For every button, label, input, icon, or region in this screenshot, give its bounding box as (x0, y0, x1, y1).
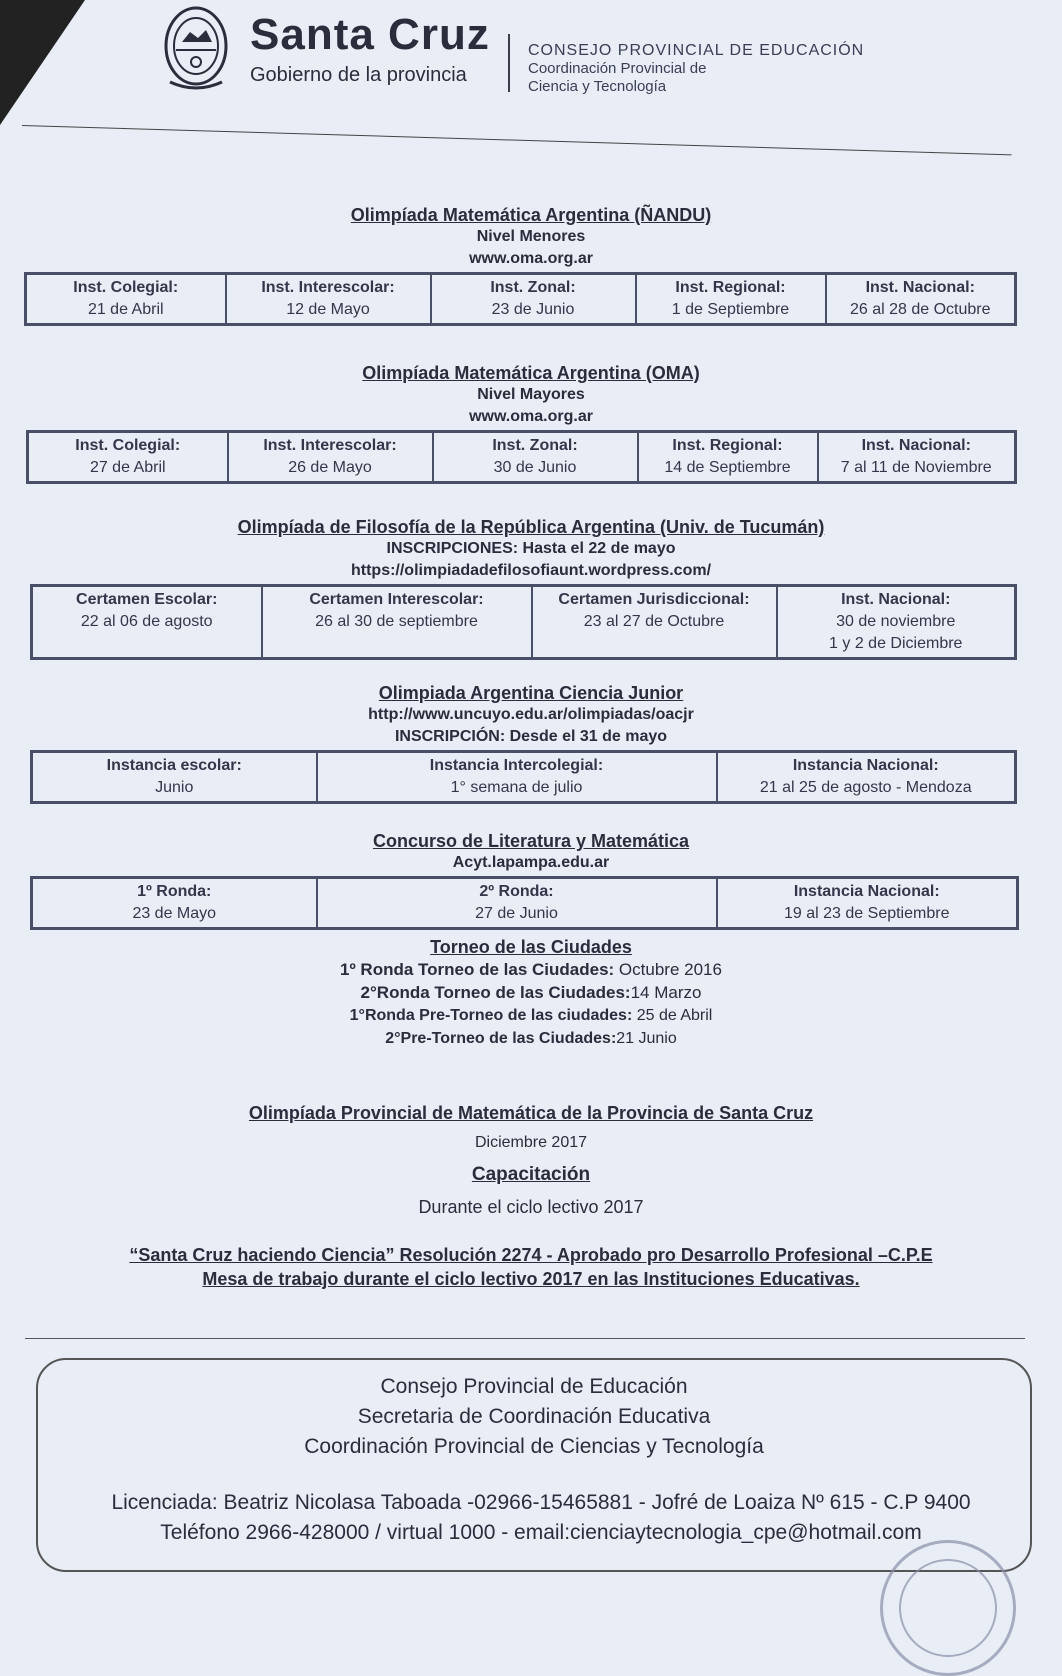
cell-value: 26 al 28 de Octubre (849, 301, 991, 318)
cell-value: 7 al 11 de Noviembre (840, 459, 992, 476)
cell-label: Inst. Interescolar: (261, 279, 395, 296)
header-rule (22, 125, 1012, 155)
table-cell (777, 586, 1016, 659)
filosofia-registration: INSCRIPCIONES: Hasta el 22 de mayo (386, 540, 676, 557)
footer-line1: Consejo Provincial de Educación (380, 1375, 688, 1398)
cell-value: 21 al 25 de agosto - Mendoza (759, 779, 972, 796)
footer-line2: Secretaria de Coordinación Educativa (357, 1405, 711, 1428)
torneo-label: 2°Pre-Torneo de las Ciudades: (385, 1030, 617, 1047)
cell-value: 1° semana de julio (450, 779, 583, 796)
cell-label: Inst. Regional: (672, 437, 783, 454)
cell-label: Certamen Jurisdiccional: (558, 591, 750, 608)
literatura-section (0, 830, 1062, 874)
oma-title: Olimpíada Matemática Argentina (OMA) (362, 363, 700, 383)
council-area: Ciencia y Tecnología (528, 78, 667, 95)
torneo-section (0, 936, 1062, 1050)
cell-value: 12 de Mayo (286, 301, 370, 318)
junior-title: Olimpiada Argentina Ciencia Junior (378, 683, 684, 703)
literatura-title: Concurso de Literatura y Matemática (372, 831, 690, 851)
oma-level: Nivel Mayores (477, 386, 585, 403)
haciendo-section (0, 1244, 1062, 1290)
table-cell (532, 586, 777, 659)
table-row (28, 432, 1016, 483)
provincial-date: Diciembre 2017 (474, 1134, 588, 1151)
cell-value: 22 al 06 de agosto (80, 613, 213, 630)
council-coordination: Coordinación Provincial de (528, 60, 707, 77)
nandu-table (24, 272, 1017, 326)
haciendo-line2: Mesa de trabajo durante el ciclo lectivo 2017 en las Instituciones Educativas. (202, 1269, 860, 1289)
capacitacion-text: Durante el ciclo lectivo 2017 (418, 1197, 644, 1217)
cell-value: 27 de Abril (89, 459, 166, 476)
list-item (0, 1004, 1062, 1027)
cell-label: Inst. Nacional: (865, 279, 975, 296)
footer-institution (38, 1372, 1030, 1462)
cell-value: Junio (155, 779, 194, 796)
list-item (0, 981, 1062, 1004)
nandu-section (0, 204, 1062, 270)
torneo-value: 25 de Abril (632, 1007, 713, 1024)
footer-contact (56, 1488, 1026, 1548)
cell-label: 1º Ronda: (137, 883, 212, 900)
table-cell (262, 586, 532, 659)
cell-label: Inst. Regional: (675, 279, 786, 296)
list-item (0, 1027, 1062, 1050)
filosofia-url[interactable]: https://olimpiadadefilosofiaunt.wordpress.com/ (350, 562, 712, 579)
table-cell (32, 752, 317, 803)
cell-value: 21 de Abril (87, 301, 164, 318)
table-cell (226, 274, 431, 325)
cell-label: Inst. Nacional: (841, 591, 951, 608)
cell-label: Instancia Nacional: (793, 883, 940, 900)
table-cell (717, 878, 1018, 929)
provincial-title: Olimpíada Provincial de Matemática de la Provincia de Santa Cruz (248, 1103, 814, 1123)
junior-url[interactable]: http://www.uncuyo.edu.ar/olimpiadas/oacjr (368, 706, 694, 723)
table-cell (636, 274, 826, 325)
capacitacion-section (0, 1164, 1062, 1218)
nandu-level: Nivel Menores (476, 228, 586, 245)
table-cell (317, 752, 717, 803)
table-row (26, 274, 1016, 325)
cell-value: 30 de Junio (493, 459, 577, 476)
cell-value: 30 de noviembre (836, 613, 956, 630)
filosofia-title: Olimpíada de Filosofía de la República Argentina (Univ. de Tucumán) (237, 517, 825, 537)
table-cell (32, 586, 262, 659)
table-row (32, 586, 1016, 659)
council-name: CONSEJO PROVINCIAL DE EDUCACIÓN (528, 42, 865, 59)
junior-table (30, 750, 1017, 804)
page-corner-shadow (0, 0, 85, 125)
filosofia-table (30, 584, 1017, 660)
table-cell (431, 274, 636, 325)
oma-url[interactable]: www.oma.org.ar (469, 408, 593, 425)
torneo-value: Octubre 2016 (614, 960, 722, 979)
provincial-seal-icon (160, 2, 232, 92)
junior-registration: INSCRIPCIÓN: Desde el 31 de mayo (394, 728, 668, 745)
cell-label: Inst. Interescolar: (263, 437, 397, 454)
cell-label: Inst. Colegial: (75, 437, 181, 454)
footer-line3: Coordinación Provincial de Ciencias y Tecnología (304, 1435, 764, 1458)
table-cell (433, 432, 638, 483)
cell-value: 26 de Mayo (288, 459, 372, 476)
table-row (32, 878, 1018, 929)
table-cell (717, 752, 1016, 803)
table-cell (28, 432, 228, 483)
cell-label: Instancia Intercolegial: (429, 757, 604, 774)
header-divider (508, 34, 510, 92)
table-cell (317, 878, 717, 929)
table-cell (32, 878, 317, 929)
list-item (0, 958, 1062, 981)
footer-rule (25, 1338, 1025, 1339)
cell-label: 2º Ronda: (479, 883, 554, 900)
cell-value: 23 de Mayo (132, 905, 217, 922)
table-cell (818, 432, 1016, 483)
official-stamp-icon (880, 1540, 1016, 1676)
nandu-title: Olimpíada Matemática Argentina (ÑANDU) (350, 205, 712, 225)
literatura-url[interactable]: Acyt.lapampa.edu.ar (452, 854, 610, 871)
cell-label: Instancia escolar: (106, 757, 242, 774)
cell-label: Certamen Escolar: (76, 591, 218, 608)
table-row (32, 752, 1016, 803)
cell-label: Inst. Nacional: (861, 437, 971, 454)
oma-section (0, 362, 1062, 428)
cell-value: 26 al 30 de septiembre (315, 613, 478, 630)
cell-value: 1 y 2 de Diciembre (829, 635, 963, 652)
cell-label: Inst. Colegial: (73, 279, 179, 296)
table-cell (826, 274, 1016, 325)
torneo-label: 1º Ronda Torneo de las Ciudades: (340, 960, 615, 979)
cell-label: Instancia Nacional: (792, 757, 939, 774)
torneo-label: 2°Ronda Torneo de las Ciudades: (360, 983, 631, 1002)
contact-person: Licenciada: Beatriz Nicolasa Taboada -02966-15465881 - Jofré de Loaiza Nº 615 - C.P 9400 (111, 1491, 971, 1514)
footer-box (36, 1358, 1032, 1572)
junior-section (0, 682, 1062, 748)
table-cell (26, 274, 226, 325)
table-cell (638, 432, 818, 483)
oma-table (26, 430, 1017, 484)
filosofia-section (0, 516, 1062, 582)
brand-name: Santa Cruz (250, 10, 490, 59)
cell-label: Certamen Interescolar: (309, 591, 484, 608)
council-block (528, 42, 864, 96)
provincial-section (0, 1102, 1062, 1154)
contact-phone-email[interactable]: Teléfono 2966-428000 / virtual 1000 - email:cienciaytecnologia_cpe@hotmail.com (160, 1521, 922, 1544)
nandu-url[interactable]: www.oma.org.ar (469, 250, 593, 267)
cell-value: 19 al 23 de Septiembre (784, 905, 950, 922)
cell-value: 23 al 27 de Octubre (583, 613, 725, 630)
torneo-label: 1°Ronda Pre-Torneo de las ciudades: (349, 1007, 633, 1024)
brand-subtitle: Gobierno de la provincia (250, 64, 467, 86)
literatura-table (30, 876, 1019, 930)
torneo-value: 21 Junio (616, 1030, 677, 1047)
letterhead (160, 2, 920, 102)
capacitacion-title: Capacitación (471, 1164, 591, 1185)
table-cell (228, 432, 433, 483)
torneo-value: 14 Marzo (630, 983, 702, 1002)
cell-value: 1 de Septiembre (671, 301, 790, 318)
torneo-title: Torneo de las Ciudades (430, 937, 632, 957)
cell-value: 23 de Junio (491, 301, 575, 318)
cell-label: Inst. Zonal: (492, 437, 578, 454)
haciendo-line1: “Santa Cruz haciendo Ciencia” Resolución 2274 - Aprobado pro Desarrollo Profesional –C.P.E (129, 1245, 933, 1265)
cell-value: 27 de Junio (475, 905, 558, 922)
cell-label: Inst. Zonal: (490, 279, 576, 296)
cell-value: 14 de Septiembre (664, 459, 791, 476)
